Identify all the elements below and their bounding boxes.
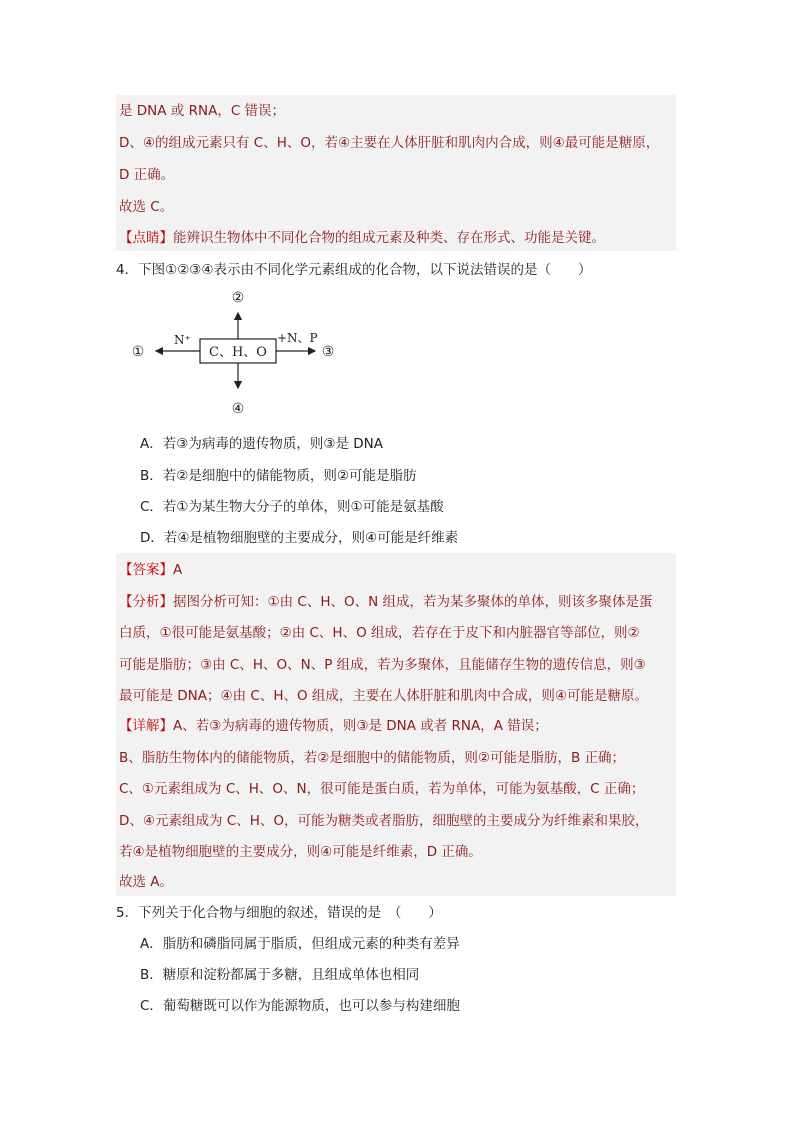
option-d: D．若④是植物细胞壁的主要成分，则④可能是纤维素	[140, 530, 459, 546]
analysis-text: 据图分析可知：①由 C、H、O、N 组成，若为某多聚体的单体，则该多聚体是蛋	[173, 594, 653, 610]
analysis-line	[119, 592, 653, 612]
analysis-line: 最可能是 DNA；④由 C、H、O 组成，主要在人体肝脏和肌肉中合成，则④可能是糖原。	[119, 688, 649, 704]
node-bottom: ④	[231, 401, 245, 417]
detail-line: C、①元素组成为 C、H、O、N，很可能是蛋白质，若为单体，可能为氨基酸，C 正确；	[119, 781, 645, 797]
analysis-line: 白质，①很可能是氨基酸；②由 C、H、O 组成，若存在于皮下和内脏器官等部位，则②	[119, 625, 640, 641]
node-top: ②	[231, 290, 245, 306]
tip-line	[119, 228, 605, 248]
left-arrow-label: N⁺	[174, 333, 191, 347]
option-c: C．若①为某生物大分子的单体，则①可能是氨基酸	[140, 499, 444, 515]
center-label: C、H、O	[209, 345, 267, 360]
element-diagram	[125, 282, 345, 418]
answer-text: A	[173, 562, 183, 578]
right-arrow-label: +N、P	[277, 331, 318, 345]
detail-line	[119, 716, 548, 736]
option-c: C．葡萄糖既可以作为能源物质，也可以参与构建细胞	[140, 998, 460, 1014]
node-right: ③	[321, 344, 335, 360]
analysis-line: 可能是脂肪；③由 C、H、O、N、P 组成，若为多聚体，且能储存生物的遗传信息，则③	[119, 657, 646, 673]
answer-line	[119, 560, 182, 580]
analysis-label: 【分析】	[119, 594, 173, 610]
option-b: B．若②是细胞中的储能物质，则②可能是脂肪	[140, 468, 417, 484]
tip-label: 【点睛】	[119, 230, 173, 246]
text-line: 故选 C。	[119, 199, 174, 215]
detail-line: D、④元素组成为 C、H、O，可能为糖类或者脂肪，细胞壁的主要成分为纤维素和果胶，	[119, 813, 649, 829]
detail-text: A、若③为病毒的遗传物质，则③是 DNA 或者 RNA，A 错误；	[173, 718, 548, 734]
question-4-stem: 4．下图①②③④表示由不同化学元素组成的化合物，以下说法错误的是（ ）	[116, 262, 592, 278]
conclusion: 故选 A。	[119, 874, 174, 890]
detail-line: 若④是植物细胞壁的主要成分，则④可能是纤维素，D 正确。	[119, 844, 482, 860]
option-a: A．脂肪和磷脂同属于脂质，但组成元素的种类有差异	[140, 936, 460, 952]
detail-line: B、脂肪生物体内的储能物质，若②是细胞中的储能物质，则②可能是脂肪，B 正确；	[119, 750, 626, 766]
node-left: ①	[131, 344, 145, 360]
option-b: B．糖原和淀粉都属于多糖，且组成单体也相同	[140, 967, 420, 983]
question-5-stem: 5．下列关于化合物与细胞的叙述，错误的是 （ ）	[116, 905, 442, 921]
detail-label: 【详解】	[119, 718, 173, 734]
text-line: 是 DNA 或 RNA，C 错误；	[119, 103, 286, 119]
text-line: D 正确。	[119, 167, 175, 183]
text-line: D、④的组成元素只有 C、H、O，若④主要在人体肝脏和肌肉内合成，则④最可能是糖原，	[119, 135, 660, 151]
answer-label: 【答案】	[119, 562, 173, 578]
option-a: A．若③为病毒的遗传物质，则③是 DNA	[140, 436, 383, 452]
tip-text: 能辨识生物体中不同化合物的组成元素及种类、存在形式、功能是关键。	[173, 230, 605, 246]
